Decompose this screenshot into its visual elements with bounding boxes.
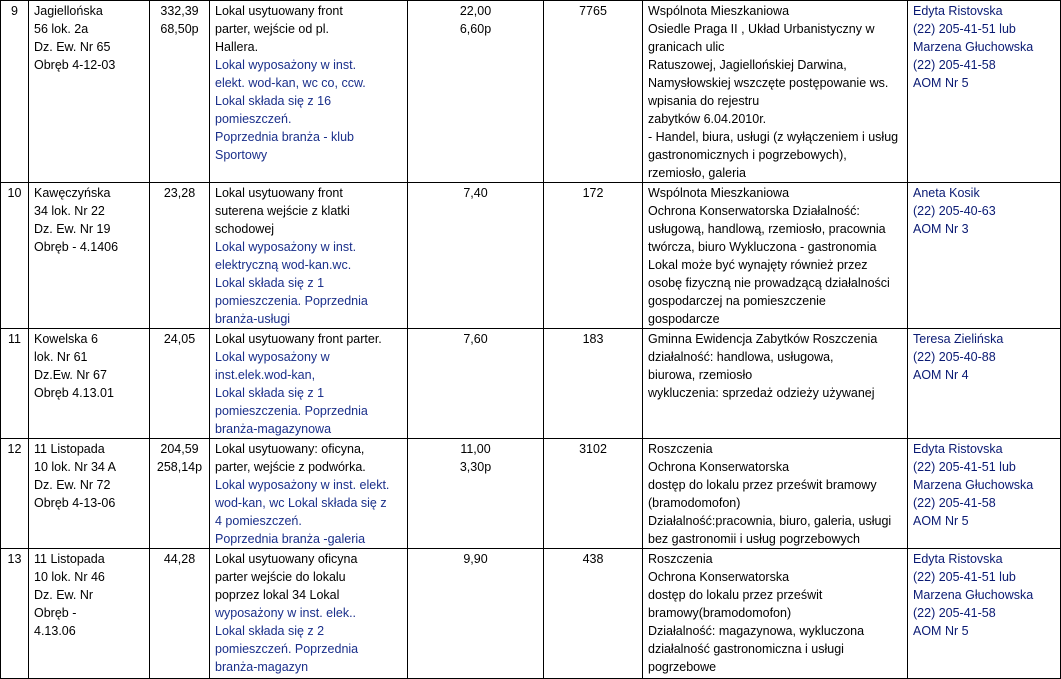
row-number: 9 (1, 1, 29, 183)
notes-cell: Gminna Ewidencja Zabytków Roszczenia działalność: handlowa, usługowa, biurowa, rzemiosło wykluczenia: sprzedaż odzieży używanej (643, 329, 908, 439)
contact-cell: Teresa Zielińska (22) 205-40-88 AOM Nr 4 (908, 329, 1061, 439)
monthly-rent-cell: 3102 (544, 439, 643, 549)
description-cell (210, 549, 408, 679)
description-location: Lokal usytuowany oficyna parter wejście do lokalu poprzez lokal 34 Lokal (215, 552, 358, 602)
table-row (1, 549, 1061, 679)
row-number: 11 (1, 329, 29, 439)
address-cell: Jagiellońska 56 lok. 2a Dz. Ew. Nr 65 Obręb 4-12-03 (29, 1, 150, 183)
monthly-rent-cell: 183 (544, 329, 643, 439)
area-cell: 44,28 (150, 549, 210, 679)
table-row (1, 329, 1061, 439)
rent-rate-cell: 7,40 (408, 183, 544, 329)
notes-cell: Roszczenia Ochrona Konserwatorska dostęp do lokalu przez prześwit bramowy (bramodomofon) Działalność:pracownia, biuro, galeria, usługi bez gastronomii i usług pogrzebowych (643, 439, 908, 549)
description-location: Lokal usytuowany front parter. (215, 332, 382, 346)
row-number: 10 (1, 183, 29, 329)
rent-rate-cell: 11,00 3,30p (408, 439, 544, 549)
address-cell: 11 Listopada 10 lok. Nr 46 Dz. Ew. Nr Obręb - 4.13.06 (29, 549, 150, 679)
description-equipment: Lokal wyposażony w inst. elekt. wod-kan, wc co, ccw. Lokal składa się z 16 pomieszczeń. Poprzednia branża - klub Sportowy (215, 58, 366, 162)
monthly-rent-cell: 172 (544, 183, 643, 329)
contact-cell: Aneta Kosik (22) 205-40-63 AOM Nr 3 (908, 183, 1061, 329)
rent-rate-cell: 9,90 (408, 549, 544, 679)
address-cell: Kawęczyńska 34 lok. Nr 22 Dz. Ew. Nr 19 Obręb - 4.1406 (29, 183, 150, 329)
monthly-rent-cell: 7765 (544, 1, 643, 183)
notes-cell: Wspólnota Mieszkaniowa Ochrona Konserwatorska Działalność: usługową, handlową, rzemiosło, pracownia twórcza, biuro Wykluczona - gastronomia Lokal może być wynajęty również przez osobę fizyczną nie prowadzącą działalności gospodarczej na pomieszczenie gospodarcze (643, 183, 908, 329)
rent-rate-cell: 22,00 6,60p (408, 1, 544, 183)
row-number: 13 (1, 549, 29, 679)
notes-cell: Wspólnota Mieszkaniowa Osiedle Praga II , Układ Urbanistyczny w granicach ulic Ratuszowej, Jagiellońskiej Darwina, Namysłowskiej wszczęte postępowanie ws. wpisania do rejestru zabytków 6.04.2010r. - Handel, biura, usługi (z wyłączeniem i usług gastronomicznych i pogrzebowych), rzemiosło, galeria (643, 1, 908, 183)
table-row (1, 183, 1061, 329)
contact-cell: Edyta Ristovska (22) 205-41-51 lub Marzena Głuchowska (22) 205-41-58 AOM Nr 5 (908, 549, 1061, 679)
address-cell: Kowelska 6 lok. Nr 61 Dz.Ew. Nr 67 Obręb 4.13.01 (29, 329, 150, 439)
contact-cell: Edyta Ristovska (22) 205-41-51 lub Marzena Głuchowska (22) 205-41-58 AOM Nr 5 (908, 439, 1061, 549)
area-cell: 332,39 68,50p (150, 1, 210, 183)
description-equipment: Lokal wyposażony w inst. elekt. wod-kan, wc Lokal składa się z 4 pomieszczeń. Poprzednia branża -galeria (215, 478, 390, 546)
table-row (1, 1, 1061, 183)
description-equipment: Lokal wyposażony w inst.elek.wod-kan, Lokal składa się z 1 pomieszczenia. Poprzednia branża-magazynowa (215, 350, 368, 436)
description-cell (210, 439, 408, 549)
rent-rate-cell: 7,60 (408, 329, 544, 439)
row-number: 12 (1, 439, 29, 549)
area-cell: 24,05 (150, 329, 210, 439)
description-location: Lokal usytuowany front parter, wejście od pl. Hallera. (215, 4, 343, 54)
area-cell: 204,59 258,14p (150, 439, 210, 549)
description-cell (210, 183, 408, 329)
table-row (1, 439, 1061, 549)
notes-cell: Roszczenia Ochrona Konserwatorska dostęp do lokalu przez prześwit bramowy(bramodomofon) Działalność: magazynowa, wykluczona działalność gastronomiczna i usługi pogrzebowe (643, 549, 908, 679)
description-location: Lokal usytuowany front suterena wejście z klatki schodowej (215, 186, 350, 236)
description-location: Lokal usytuowany: oficyna, parter, wejście z podwórka. (215, 442, 366, 474)
description-cell (210, 329, 408, 439)
contact-cell: Edyta Ristovska (22) 205-41-51 lub Marzena Głuchowska (22) 205-41-58 AOM Nr 5 (908, 1, 1061, 183)
area-cell: 23,28 (150, 183, 210, 329)
description-equipment: Lokal wyposażony w inst. elektryczną wod-kan.wc. Lokal składa się z 1 pomieszczenia. Poprzednia branża-usługi (215, 240, 368, 326)
description-cell (210, 1, 408, 183)
monthly-rent-cell: 438 (544, 549, 643, 679)
description-equipment: wyposażony w inst. elek.. Lokal składa się z 2 pomieszczeń. Poprzednia branża-magazyn (215, 606, 359, 674)
address-cell: 11 Listopada 10 lok. Nr 34 A Dz. Ew. Nr 72 Obręb 4-13-06 (29, 439, 150, 549)
